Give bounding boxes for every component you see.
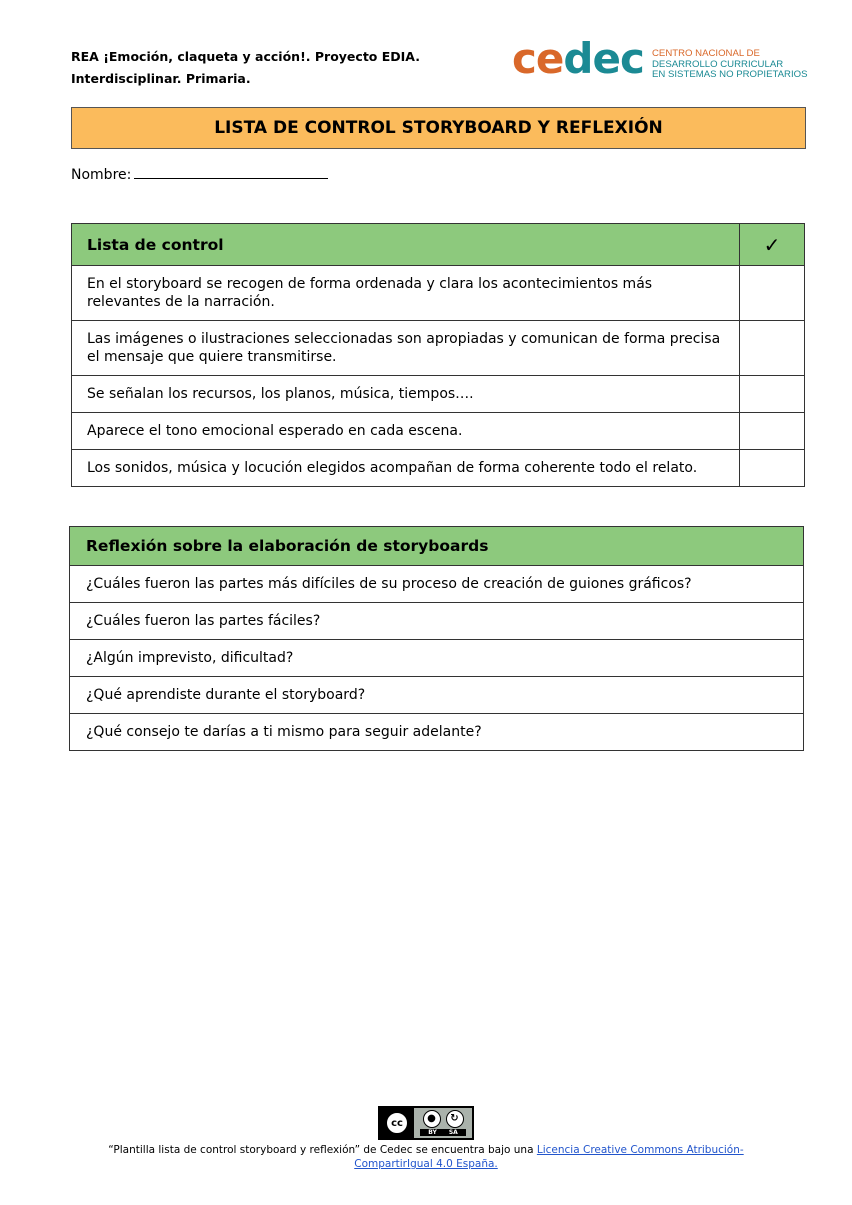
- checklist-checkbox[interactable]: [740, 450, 805, 487]
- checklist-checkbox[interactable]: [740, 413, 805, 450]
- reflection-header-row: [70, 527, 804, 566]
- logo-subtitle: [652, 49, 807, 81]
- checklist-row: [72, 321, 805, 376]
- document-header: [71, 46, 420, 90]
- share-alike-icon: ↻: [446, 1110, 464, 1128]
- logo-subtitle-line2: DESARROLLO CURRICULAR: [652, 58, 784, 70]
- header-line-2: Interdisciplinar. Primaria.: [71, 71, 251, 86]
- cc-by-sa-badge-icon[interactable]: [378, 1106, 474, 1140]
- license-text: “Plantilla lista de control storyboard y reflexión” de Cedec se encuentra bajo una: [108, 1144, 537, 1156]
- name-blank-line[interactable]: [134, 164, 328, 179]
- cc-icon: cc: [385, 1111, 409, 1135]
- license-footer: [0, 1106, 852, 1171]
- cedec-logo: [512, 34, 812, 86]
- name-field: [71, 164, 328, 183]
- cc-conditions-area: [414, 1108, 472, 1138]
- reflection-row: [70, 566, 804, 603]
- checklist-item: Las imágenes o ilustraciones seleccionadas son apropiadas y comunican de forma precisa el mensaje que quiere transmitirse.: [72, 321, 740, 376]
- logo-subtitle-line3: EN SISTEMAS NO PROPIETARIOS: [652, 69, 808, 80]
- reflection-question: ¿Algún imprevisto, dificultad?: [70, 640, 804, 677]
- reflection-table: [69, 526, 804, 751]
- reflection-question: ¿Qué consejo te darías a ti mismo para seguir adelante?: [70, 714, 804, 751]
- reflection-question: ¿Qué aprendiste durante el storyboard?: [70, 677, 804, 714]
- checklist-row: [72, 266, 805, 321]
- license-link[interactable]: Licencia Creative Commons Atribución-CompartirIgual 4.0 España.: [354, 1144, 744, 1170]
- checklist-checkbox[interactable]: [740, 266, 805, 321]
- reflection-row: [70, 603, 804, 640]
- checklist-checkbox[interactable]: [740, 376, 805, 413]
- checkmark-icon: ✓: [740, 224, 805, 266]
- checklist-table: [71, 223, 805, 487]
- cc-condition-icons: [423, 1110, 464, 1128]
- reflection-header: Reflexión sobre la elaboración de storyboards: [70, 527, 804, 566]
- cc-condition-labels: [420, 1129, 466, 1136]
- header-line-1: REA ¡Emoción, claqueta y acción!. Proyecto EDIA.: [71, 49, 420, 64]
- checklist-item: Los sonidos, música y locución elegidos acompañan de forma coherente todo el relato.: [72, 450, 740, 487]
- checklist-item: En el storyboard se recogen de forma ordenada y clara los acontecimientos más relevantes de la narración.: [72, 266, 740, 321]
- by-label: BY: [428, 1129, 437, 1136]
- reflection-question: ¿Cuáles fueron las partes fáciles?: [70, 603, 804, 640]
- reflection-row: [70, 640, 804, 677]
- license-text-block: [0, 1143, 852, 1171]
- checklist-header: Lista de control: [72, 224, 740, 266]
- sa-label: SA: [448, 1129, 458, 1136]
- logo-subtitle-line1: CENTRO NACIONAL DE: [652, 48, 760, 59]
- logo-word-part2: dec: [563, 34, 644, 83]
- checklist-checkbox[interactable]: [740, 321, 805, 376]
- reflection-question: ¿Cuáles fueron las partes más difíciles de su proceso de creación de guiones gráficos?: [70, 566, 804, 603]
- checklist-header-row: [72, 224, 805, 266]
- cc-logo-area: [380, 1108, 414, 1138]
- reflection-row: [70, 677, 804, 714]
- attribution-icon: ●: [423, 1110, 441, 1128]
- checklist-item: Aparece el tono emocional esperado en cada escena.: [72, 413, 740, 450]
- name-label: Nombre:: [71, 167, 132, 183]
- reflection-row: [70, 714, 804, 751]
- checklist-row: [72, 376, 805, 413]
- page-title: LISTA DE CONTROL STORYBOARD Y REFLEXIÓN: [71, 107, 806, 149]
- checklist-row: [72, 450, 805, 487]
- checklist-item: Se señalan los recursos, los planos, música, tiempos….: [72, 376, 740, 413]
- checklist-row: [72, 413, 805, 450]
- logo-wordmark: [512, 34, 644, 84]
- logo-word-part1: ce: [512, 34, 564, 83]
